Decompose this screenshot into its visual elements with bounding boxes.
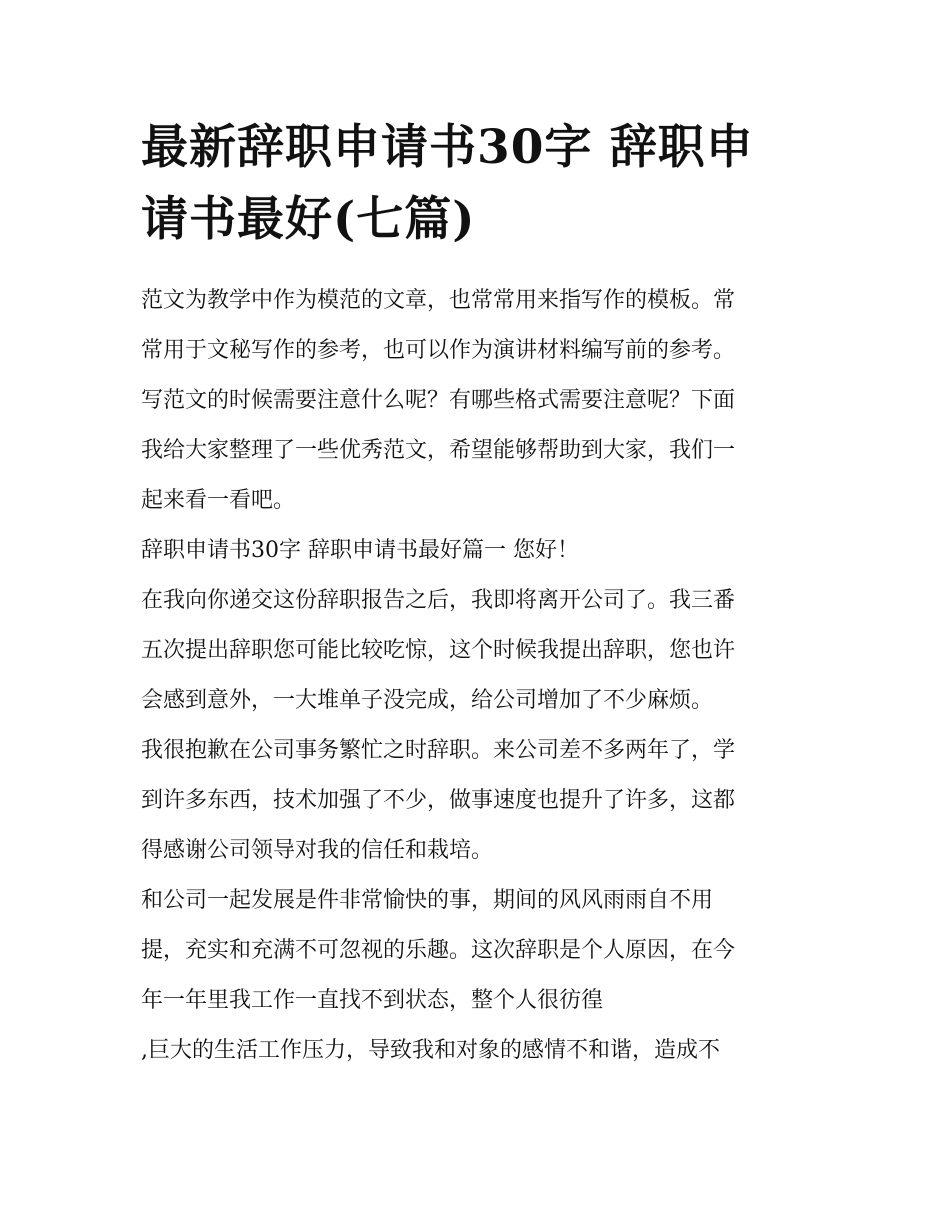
body-line: 年一年里我工作一直找不到状态，整个人很彷徨 — [141, 988, 604, 1013]
body-line: 和公司一起发展是件非常愉快的事，期间的风风雨雨自不用 — [141, 888, 714, 913]
body-line: 起来看一看吧。 — [141, 488, 296, 513]
body-line: 辞职申请书30字 辞职申请书最好篇一 您好！ — [141, 538, 579, 563]
body-line: ,巨大的生活工作压力，导致我和对象的感情不和谐，造成不 — [141, 1038, 720, 1063]
body-line: 会感到意外，一大堆单子没完成，给公司增加了不少麻烦。 — [141, 688, 714, 713]
body-line: 在我向你递交这份辞职报告之后，我即将离开公司了。我三番 — [141, 588, 736, 613]
body-line: 我很抱歉在公司事务繁忙之时辞职。来公司差不多两年了，学 — [141, 738, 736, 763]
body-line: 五次提出辞职您可能比较吃惊，这个时候我提出辞职，您也许 — [141, 638, 736, 663]
body-line: 我给大家整理了一些优秀范文，希望能够帮助到大家，我们一 — [141, 438, 736, 463]
document-body — [141, 281, 821, 1081]
body-line: 得感谢公司领导对我的信任和栽培。 — [141, 838, 494, 863]
body-line: 到许多东西，技术加强了不少，做事速度也提升了许多，这都 — [141, 788, 736, 813]
title-line-2: 请书最好(七篇) — [141, 192, 476, 247]
body-line: 写范文的时候需要注意什么呢？有哪些格式需要注意呢？下面 — [141, 388, 736, 413]
title-line-1: 最新辞职申请书30字 辞职申 — [141, 120, 754, 175]
body-line: 范文为教学中作为模范的文章，也常常用来指写作的模板。常 — [141, 288, 736, 313]
document-title — [141, 112, 821, 256]
body-line: 常用于文秘写作的参考，也可以作为演讲材料编写前的参考。 — [141, 338, 736, 363]
body-line: 提，充实和充满不可忽视的乐趣。这次辞职是个人原因，在今 — [141, 938, 736, 963]
